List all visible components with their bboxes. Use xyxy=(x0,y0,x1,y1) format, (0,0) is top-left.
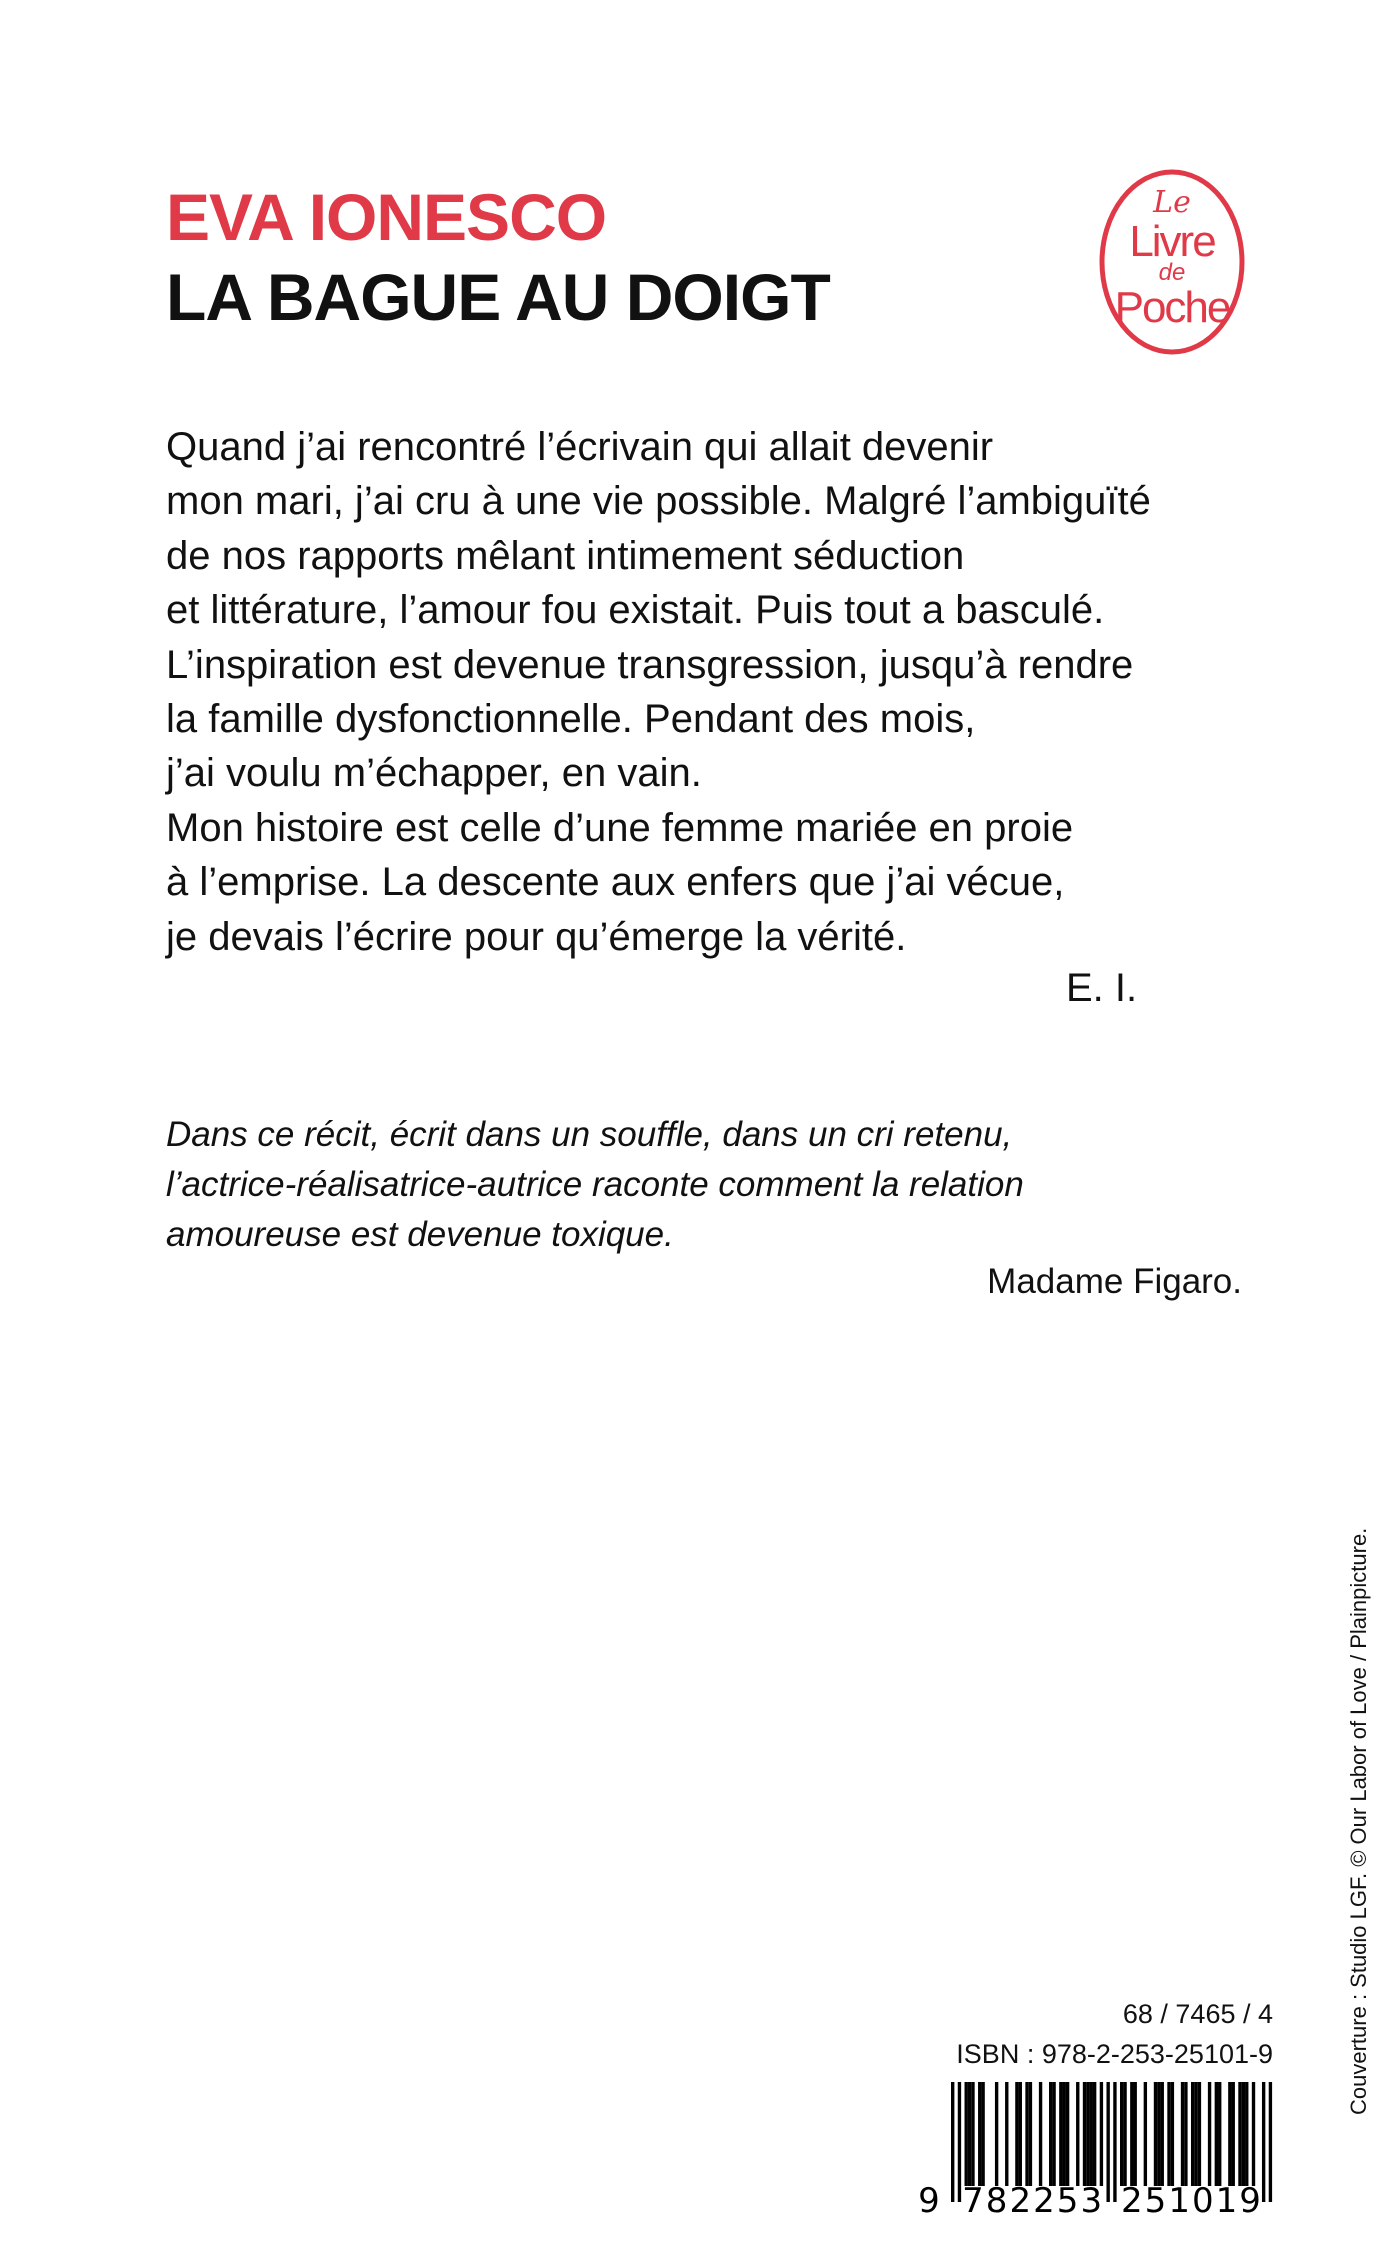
blurb-line: et littérature, l’amour fou existait. Puis tout a basculé. xyxy=(166,588,1105,633)
barcode-bar xyxy=(1066,2082,1069,2186)
barcode-digit: 9 xyxy=(918,2181,940,2215)
barcode-bar xyxy=(995,2082,998,2186)
cover-credit: Couverture : Studio LGF. © Our Labor of Love / Plainpicture. xyxy=(1346,1527,1371,2115)
barcode-bar xyxy=(968,2082,971,2186)
barcode-bar xyxy=(1252,2082,1255,2186)
blurb-line: la famille dysfonctionnelle. Pendant des mois, xyxy=(166,697,976,742)
barcode-bar xyxy=(1123,2082,1126,2186)
catalog-code: 68 / 7465 / 4 xyxy=(1122,1999,1273,2029)
barcode xyxy=(905,2080,1280,2215)
blurb-line: Quand j’ai rencontré l’écrivain qui allait devenir xyxy=(166,425,994,469)
barcode-bar xyxy=(1113,2082,1116,2202)
barcode-bar xyxy=(1029,2082,1032,2186)
barcode-bar xyxy=(1025,2082,1028,2186)
barcode-bar xyxy=(1218,2082,1221,2186)
barcode-digit: 2 xyxy=(1009,2181,1032,2215)
barcode-bar xyxy=(1157,2082,1160,2186)
barcode-bar xyxy=(1130,2082,1133,2186)
barcode-bar xyxy=(1144,2082,1147,2186)
barcode-digit: 5 xyxy=(1144,2181,1167,2215)
blurb-line: mon mari, j’ai cru à une vie possible. Malgré l’ambiguïté xyxy=(166,479,1151,524)
barcode-bar xyxy=(1167,2082,1170,2186)
barcode-bar xyxy=(951,2082,954,2202)
barcode-bar xyxy=(1154,2082,1157,2186)
barcode-digit: 2 xyxy=(1121,2181,1143,2215)
blurb-line: Mon histoire est celle d’une femme mariée en proie xyxy=(166,805,1074,850)
barcode-bar xyxy=(1093,2082,1096,2186)
review-quote xyxy=(166,1110,1024,1260)
publisher-logo xyxy=(1097,166,1247,358)
barcode-bar xyxy=(1208,2082,1211,2186)
barcode-bar xyxy=(1063,2082,1066,2186)
barcode-bar xyxy=(1039,2082,1042,2186)
svg-text:Le: Le xyxy=(1153,185,1191,220)
barcode-bar xyxy=(958,2082,961,2202)
barcode-bar xyxy=(1232,2082,1235,2186)
barcode-bar xyxy=(1262,2082,1265,2202)
barcode-bar xyxy=(1181,2082,1184,2186)
barcode-digit: 3 xyxy=(1080,2181,1103,2215)
barcode-bar xyxy=(1106,2082,1109,2202)
barcode-bar xyxy=(1161,2082,1164,2186)
barcode-bar xyxy=(1238,2082,1241,2186)
barcode-bar xyxy=(1049,2082,1052,2186)
barcode-bar xyxy=(1269,2082,1272,2202)
blurb-line: je devais l’écrire pour qu’émerge la vérité. xyxy=(166,914,907,959)
barcode-digit: 2 xyxy=(1033,2181,1055,2215)
svg-text:Poche: Poche xyxy=(1114,283,1230,332)
barcode-bar xyxy=(971,2082,974,2186)
review-line: Dans ce récit, écrit dans un souffle, dans un cri retenu, xyxy=(166,1115,1013,1154)
barcode-bar xyxy=(1019,2082,1022,2186)
barcode-bar xyxy=(1086,2082,1089,2186)
barcode-digit: 0 xyxy=(1191,2181,1214,2215)
barcode-digit: 9 xyxy=(1239,2181,1261,2215)
barcode-bar xyxy=(1245,2082,1248,2186)
barcode-digit: 7 xyxy=(962,2181,984,2215)
author-name: EVA IONESCO xyxy=(166,180,607,254)
barcode-bar xyxy=(1194,2082,1197,2186)
barcode-bar xyxy=(1083,2082,1086,2186)
blurb-line: à l’emprise. La descente aux enfers que j’ai vécue, xyxy=(166,860,1065,905)
barcode-bar xyxy=(1005,2082,1008,2186)
barcode-bar xyxy=(1090,2082,1093,2186)
blurb-signature: E. I. xyxy=(1066,966,1138,1010)
barcode-bar xyxy=(981,2082,984,2186)
svg-text:Livre: Livre xyxy=(1129,217,1215,266)
product-codes xyxy=(956,1994,1273,2074)
isbn: ISBN : 978-2-253-25101-9 xyxy=(956,2039,1273,2069)
blurb-line: j’ai voulu m’échapper, en vain. xyxy=(166,751,702,796)
barcode-bar xyxy=(1052,2082,1055,2186)
barcode-bar xyxy=(978,2082,981,2186)
barcode-bar xyxy=(1120,2082,1123,2186)
review-line: l’actrice-réalisatrice-autrice raconte comment la relation xyxy=(166,1165,1024,1204)
barcode-bar xyxy=(1198,2082,1201,2186)
barcode-bar xyxy=(1242,2082,1245,2186)
review-line: amoureuse est devenue toxique. xyxy=(166,1215,674,1254)
barcode-bar xyxy=(1191,2082,1194,2186)
blurb-line: de nos rapports mêlant intimement séduction xyxy=(166,533,965,578)
barcode-bar xyxy=(1059,2082,1062,2186)
barcode-bar xyxy=(1184,2082,1187,2186)
blurb-line: L’inspiration est devenue transgression, jusqu’à rendre xyxy=(166,642,1134,687)
barcode-bar xyxy=(1215,2082,1218,2186)
barcode-bar xyxy=(1134,2082,1137,2186)
barcode-digit: 1 xyxy=(1168,2181,1190,2215)
blurb xyxy=(166,420,1151,964)
barcode-digit: 1 xyxy=(1215,2181,1238,2215)
svg-text:de: de xyxy=(1158,259,1186,286)
barcode-bar xyxy=(1228,2082,1231,2186)
barcode-bar xyxy=(1100,2082,1103,2186)
barcode-bar xyxy=(965,2082,968,2186)
barcode-bar xyxy=(1171,2082,1174,2186)
barcode-bar xyxy=(1015,2082,1018,2186)
book-title: LA BAGUE AU DOIGT xyxy=(166,260,830,334)
review-source: Madame Figaro. xyxy=(987,1262,1242,1301)
barcode-digit: 5 xyxy=(1056,2181,1079,2215)
barcode-bar xyxy=(1076,2082,1079,2186)
barcode-digit: 8 xyxy=(985,2181,1008,2215)
